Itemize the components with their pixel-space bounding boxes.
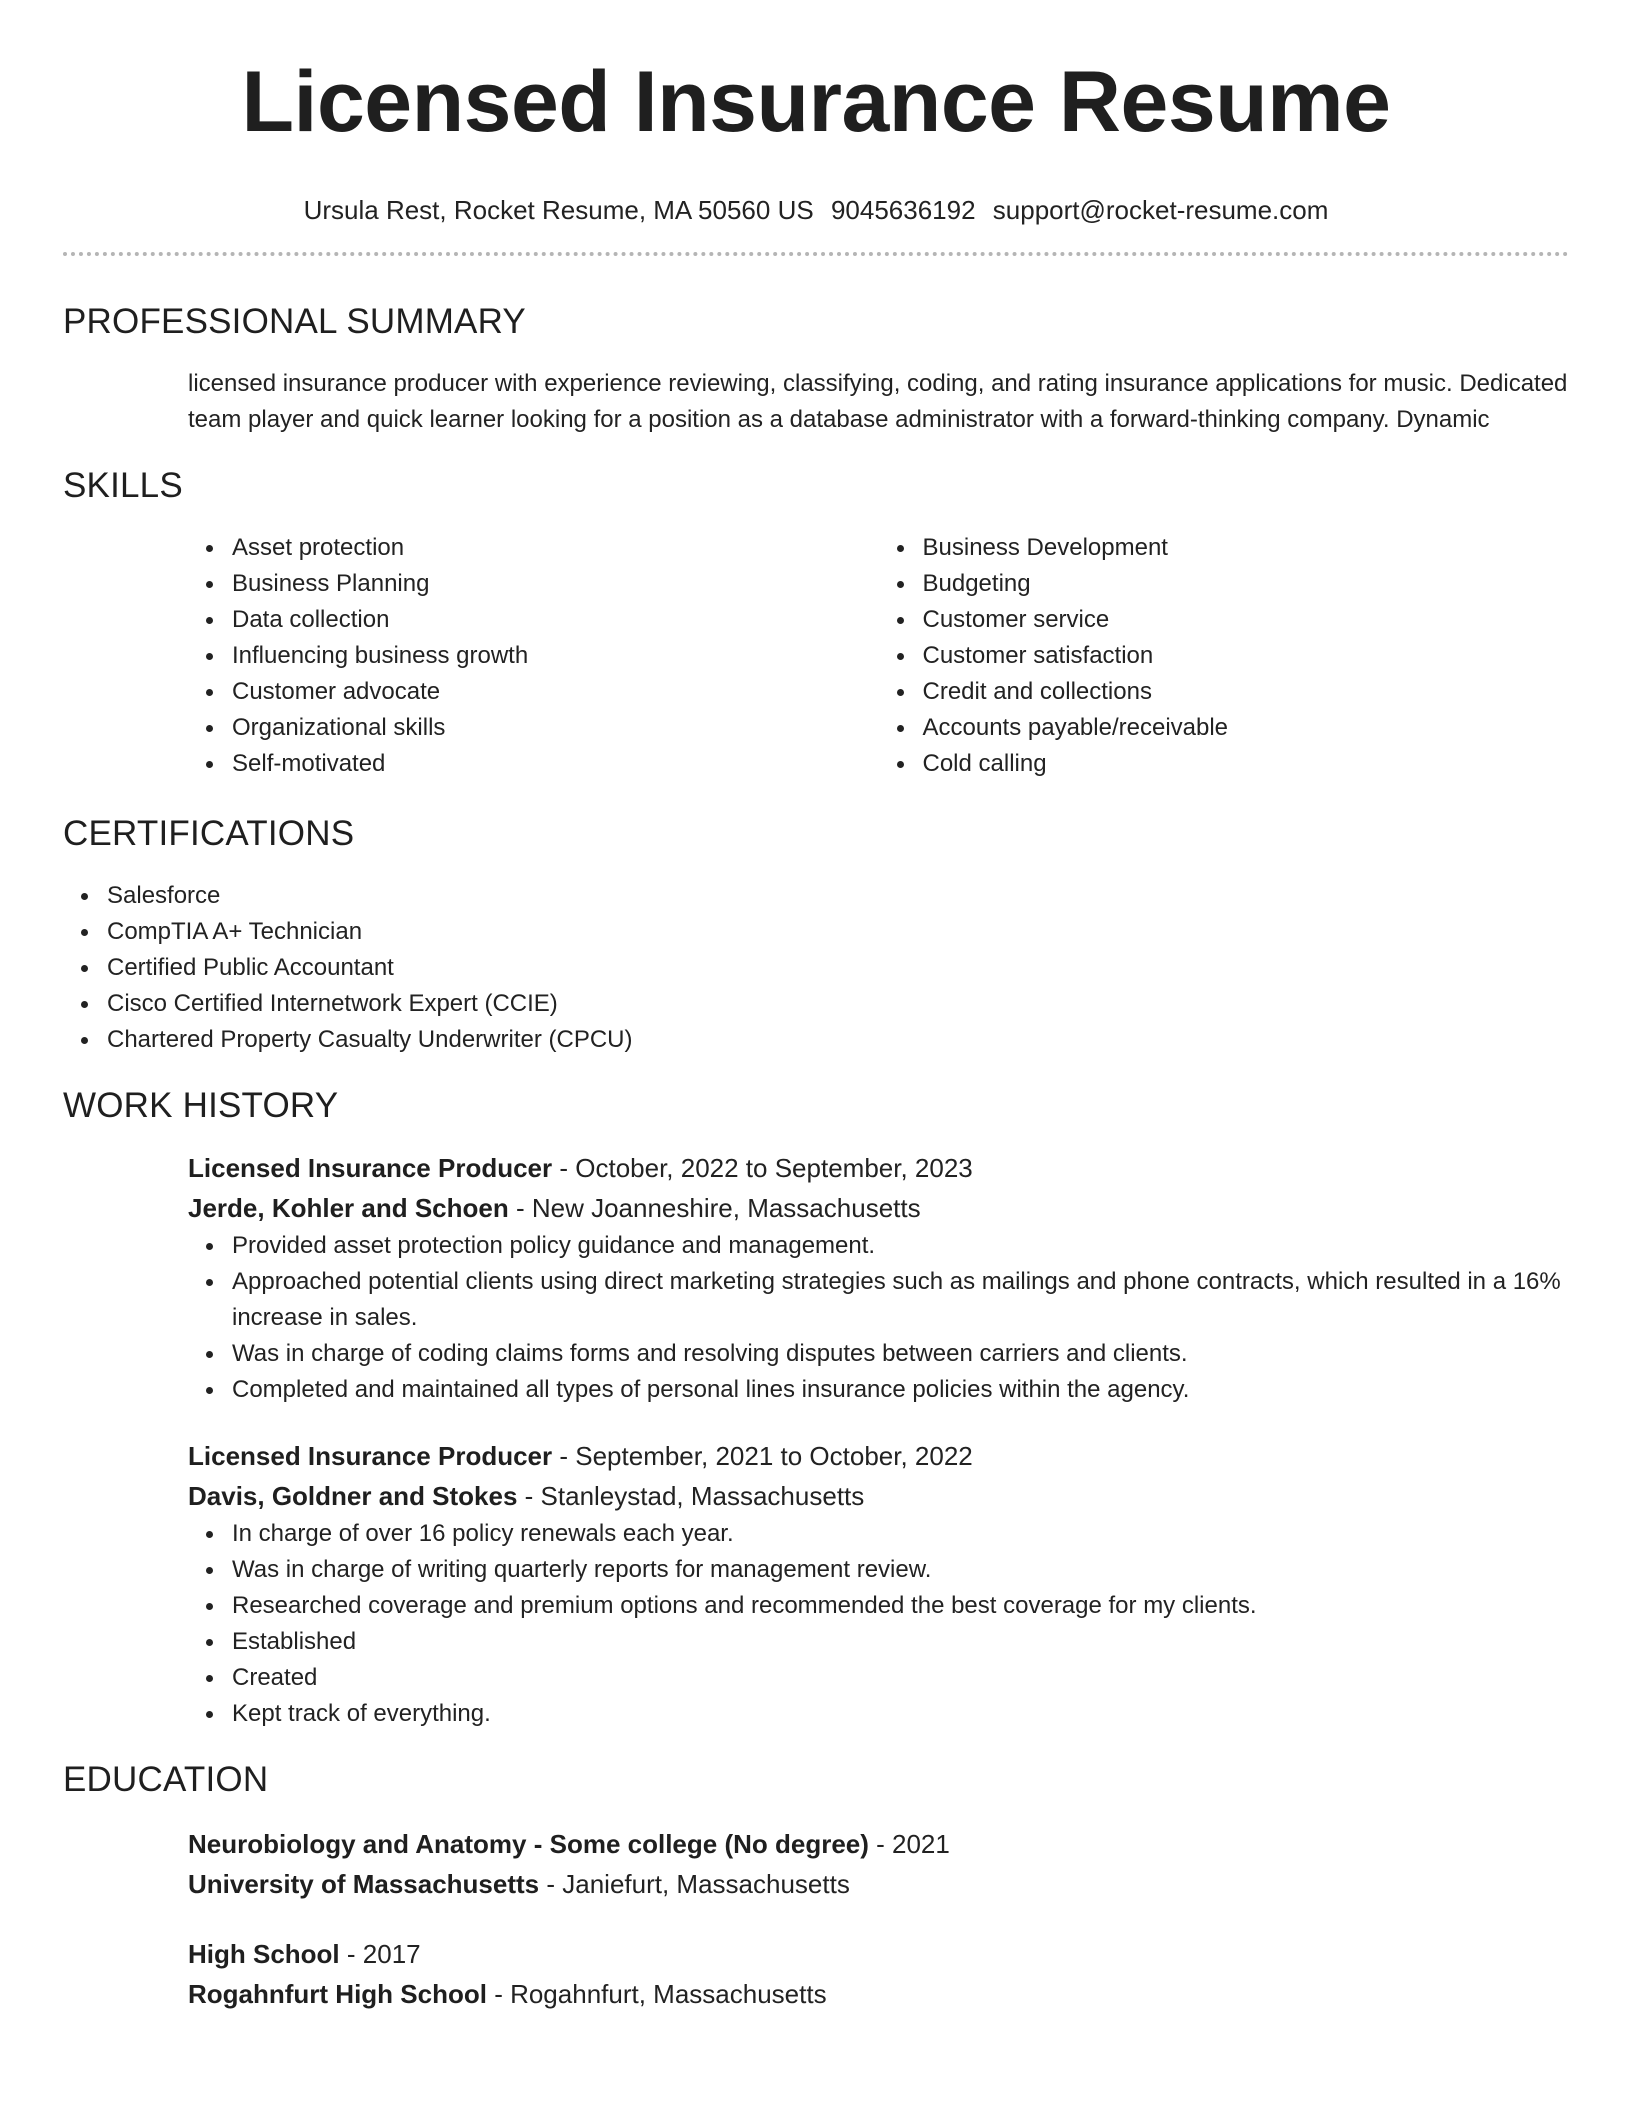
- job-entry: [188, 1148, 1569, 1408]
- education-school-line: [188, 1974, 1569, 2014]
- job-bullet: Created: [232, 1660, 1569, 1696]
- skills-grid: [188, 530, 1569, 782]
- education-degree-line: [188, 1934, 1569, 1974]
- job-bullet: Kept track of everything.: [232, 1696, 1569, 1732]
- education-school: Rogahnfurt High School: [188, 1979, 487, 2009]
- education-year: - 2021: [868, 1829, 950, 1859]
- education-degree-line: [188, 1824, 1569, 1864]
- summary-text: licensed insurance producer with experience reviewing, classifying, coding, and rating insurance applications for music. Dedicated team player and quick learner looking for a position as a database administrator with a forward-thinking company. Dynamic: [188, 370, 1568, 433]
- job-company: Jerde, Kohler and Schoen: [188, 1193, 509, 1223]
- skill-item: Asset protection: [232, 530, 879, 566]
- job-bullets: [188, 1228, 1569, 1408]
- job-company-line: [188, 1188, 1569, 1228]
- skill-item: Credit and collections: [923, 674, 1570, 710]
- job-title: Licensed Insurance Producer: [188, 1153, 553, 1183]
- certification-item: CompTIA A+ Technician: [107, 914, 1569, 950]
- skills-list-right: [879, 530, 1570, 782]
- skills-list-left: [188, 530, 879, 782]
- contact-address: Ursula Rest, Rocket Resume, MA 50560 US: [303, 195, 814, 225]
- contact-line: [63, 194, 1569, 226]
- job-entry: [188, 1436, 1569, 1732]
- skill-item: Customer service: [923, 602, 1570, 638]
- education-entry: [188, 1934, 1569, 2014]
- certifications-list: [63, 878, 1569, 1058]
- certification-item: Cisco Certified Internetwork Expert (CCIE): [107, 986, 1569, 1022]
- job-company-line: [188, 1476, 1569, 1516]
- education-location: - Rogahnfurt, Massachusetts: [486, 1979, 827, 2009]
- certifications-heading: CERTIFICATIONS: [63, 814, 355, 853]
- education-entry: [188, 1824, 1569, 1904]
- skill-item: Customer satisfaction: [923, 638, 1570, 674]
- education-location: - Janiefurt, Massachusetts: [539, 1869, 850, 1899]
- skill-item: Business Development: [923, 530, 1570, 566]
- work-history-heading: WORK HISTORY: [63, 1086, 339, 1125]
- skill-item: Data collection: [232, 602, 879, 638]
- contact-email: support@rocket-resume.com: [992, 195, 1329, 225]
- skills-heading: SKILLS: [63, 466, 183, 505]
- job-title-line: [188, 1148, 1569, 1188]
- skill-item: Cold calling: [923, 746, 1570, 782]
- skill-item: Business Planning: [232, 566, 879, 602]
- job-bullet: Researched coverage and premium options and recommended the best coverage for my clients.: [232, 1588, 1569, 1624]
- job-bullet: Approached potential clients using direct marketing strategies such as mailings and phone contracts, which resulted in a 16% increase in sales.: [232, 1264, 1569, 1336]
- job-bullet: Was in charge of coding claims forms and resolving disputes between carriers and clients.: [232, 1336, 1569, 1372]
- skill-item: Budgeting: [923, 566, 1570, 602]
- certification-item: Certified Public Accountant: [107, 950, 1569, 986]
- skill-item: Influencing business growth: [232, 638, 879, 674]
- education-degree: Neurobiology and Anatomy - Some college (No degree): [188, 1829, 869, 1859]
- job-dates: - October, 2022 to September, 2023: [552, 1153, 973, 1183]
- education-year: - 2017: [339, 1939, 421, 1969]
- summary-heading: PROFESSIONAL SUMMARY: [63, 302, 526, 341]
- education-school-line: [188, 1864, 1569, 1904]
- education-school: University of Massachusetts: [188, 1869, 540, 1899]
- job-bullets: [188, 1516, 1569, 1732]
- skill-item: Organizational skills: [232, 710, 879, 746]
- job-location: - Stanleystad, Massachusetts: [517, 1481, 865, 1511]
- job-dates: - September, 2021 to October, 2022: [552, 1441, 973, 1471]
- job-bullet: Established: [232, 1624, 1569, 1660]
- header-divider: [63, 252, 1569, 256]
- skill-item: Accounts payable/receivable: [923, 710, 1570, 746]
- certification-item: Chartered Property Casualty Underwriter (CPCU): [107, 1022, 1569, 1058]
- certification-item: Salesforce: [107, 878, 1569, 914]
- resume-title: Licensed Insurance Resume: [241, 54, 1391, 150]
- job-bullet: Provided asset protection policy guidance and management.: [232, 1228, 1569, 1264]
- job-title: Licensed Insurance Producer: [188, 1441, 553, 1471]
- skill-item: Self-motivated: [232, 746, 879, 782]
- job-title-line: [188, 1436, 1569, 1476]
- job-company: Davis, Goldner and Stokes: [188, 1481, 518, 1511]
- education-degree: High School: [188, 1939, 340, 1969]
- contact-phone: 9045636192: [830, 195, 976, 225]
- job-bullet: Was in charge of writing quarterly reports for management review.: [232, 1552, 1569, 1588]
- skill-item: Customer advocate: [232, 674, 879, 710]
- job-bullet: In charge of over 16 policy renewals each year.: [232, 1516, 1569, 1552]
- job-location: - New Joanneshire, Massachusetts: [508, 1193, 921, 1223]
- job-bullet: Completed and maintained all types of personal lines insurance policies within the agency.: [232, 1372, 1569, 1408]
- education-heading: EDUCATION: [63, 1760, 269, 1799]
